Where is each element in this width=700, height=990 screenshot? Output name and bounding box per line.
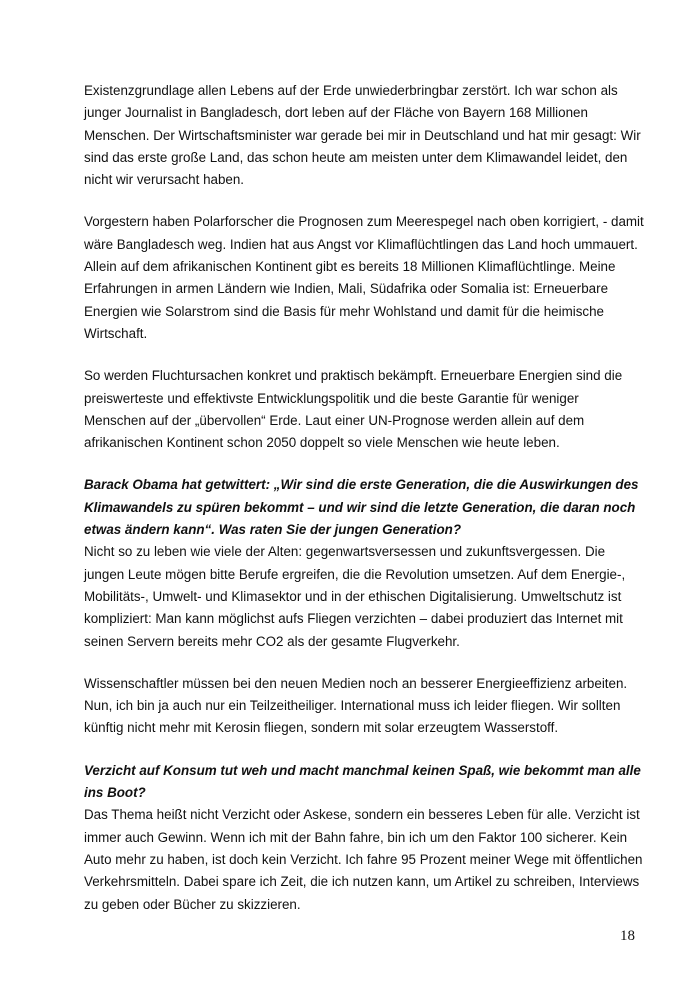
- paragraph-scientists: Wissenschaftler müssen bei den neuen Medien noch an besserer Energieeffizienz arbeiten. Nun, ich bin ja auch nur ein Teilzeitheiliger. International muss ich leider fliegen. Wir sollten künftig nicht mehr mit Kerosin fliegen, sondern mit solar erzeugtem Wasserstoff.: [84, 675, 628, 736]
- paragraph-sea-level: Vorgestern haben Polarforscher die Prognosen zum Meerespegel nach oben korrigiert, - damit wäre Bangladesch weg. Indien hat aus Angst vor Klimaflüchtlingen das Land hoch ummauert. Allein auf dem afrikanischen Kontinent gibt es bereits 18 Millionen Klimaflüchtlinge. Meine Erfahrungen in armen Ländern wie Indien, Mali, Südafrika oder Somalia ist: Erneuerbare Energien wie Solarstrom sind die Basis für mehr Wohlstand und damit für die heimische Wirtschaft.: [84, 214, 644, 341]
- paragraph-flight-causes: So werden Fluchtursachen konkret und praktisch bekämpft. Erneuerbare Energien sind die preiswerteste und effektivste Entwicklungspolitik und die beste Garantie für weniger Menschen auf der „übervollen“ Erde. Laut einer UN-Prognose werden allein auf dem afrikanischen Kontinent schon 2050 doppelt so viele Menschen wie heute leben.: [84, 368, 623, 451]
- paragraph-bangladesh: Existenzgrundlage allen Lebens auf der Erde unwiederbringbar zerstört. Ich war schon als junger Journalist in Bangladesch, dort leben auf der Fläche von Bayern 168 Millionen Menschen. Der Wirtschaftsminister war gerade bei mir in Deutschland und hat mir gesagt: Wir sind das erste große Land, das schon heute am meisten unter dem Klimawandel leidet, den nicht wir verursacht haben.: [84, 83, 641, 188]
- question-consumption: Verzicht auf Konsum tut weh und macht manchmal keinen Spaß, wie bekommt man alle ins Boot?: [84, 762, 641, 801]
- answer-consumption: Das Thema heißt nicht Verzicht oder Askese, sondern ein besseres Leben für alle. Verzicht ist immer auch Gewinn. Wenn ich mit der Bahn fahre, bin ich um den Faktor 100 sicherer. Kein Auto mehr zu haben, ist doch kein Verzicht. Ich fahre 95 Prozent meiner Wege mit öffentlichen Verkehrsmitteln. Dabei spare ich Zeit, die ich nutzen kann, um Artikel zu schreiben, Interviews zu geben oder Bücher zu skizzieren.: [84, 807, 643, 912]
- answer-obama: Nicht so zu leben wie viele der Alten: gegenwartsversessen und zukunftsvergessen. Die jungen Leute mögen bitte Berufe ergreifen, die die Revolution umsetzen. Auf dem Energie-, Mobilitäts-, Umwelt- und Klimasektor und in der ethischen Digitalisierung. Umweltschutz ist kompliziert: Man kann möglichst aufs Fliegen verzichten – dabei produziert das Internet mit seinen Servern bereits mehr CO2 als der gesamte Flugverkehr.: [84, 544, 626, 649]
- page-number: 18: [620, 928, 635, 944]
- question-obama: Barack Obama hat getwittert: „Wir sind die erste Generation, die die Auswirkungen des Klimawandels zu spüren bekommt – und wir sind die letzte Generation, die daran noch etwas ändern kann“. Was raten Sie der jungen Generation?: [84, 477, 639, 538]
- qa-block-consumption: [84, 760, 644, 916]
- document-body: [84, 80, 644, 936]
- qa-block-obama: [84, 474, 644, 652]
